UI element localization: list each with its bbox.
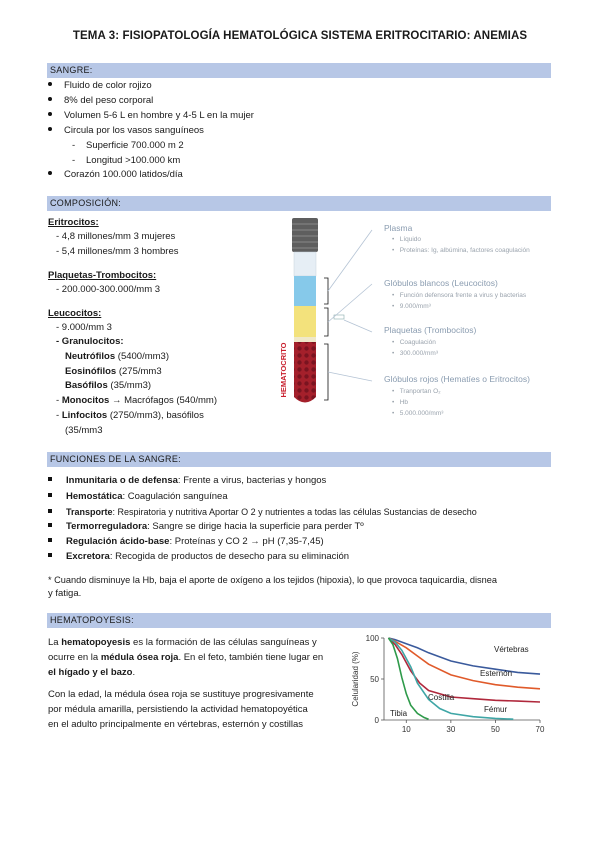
plasma-title: Plasma	[384, 223, 413, 233]
list-item: 8% del peso corporal	[48, 94, 153, 108]
legend-item: • 5.000.000/mm³	[392, 410, 444, 417]
section-header-composicion: COMPOSICIÓN:	[47, 196, 551, 211]
leucocitos-value: - 9.000/mm 3	[56, 322, 112, 333]
bullet-icon	[48, 112, 52, 116]
y-tick-label: 100	[365, 634, 379, 643]
paragraph-line: en el adulto principalmente en vértebras, esternón y costillas	[48, 719, 304, 730]
plaquetas-layer	[294, 337, 316, 342]
list-sub-item: - Superficie 700.000 m 2	[72, 140, 184, 151]
granulocitos-label: - Granulocitos:	[56, 336, 124, 347]
series-label: Fémur	[484, 705, 508, 714]
eritrocitos-layer	[294, 342, 316, 403]
paragraph-line: La hematopoyesis es la formación de las células sanguíneas y	[48, 637, 317, 648]
bullet-icon	[48, 477, 52, 481]
series-label: Tibia	[390, 709, 408, 718]
hematocrit-label: HEMATOCRITO	[279, 342, 288, 398]
legend-item: • Función defensora frente a virus y bacterias	[392, 292, 527, 299]
leucocitos-title-legend: Glóbulos blancos (Leucocitos)	[384, 278, 498, 288]
bullet-icon	[48, 127, 52, 131]
series-label: Vértebras	[494, 645, 529, 654]
bullet-icon	[48, 523, 52, 527]
plaquetas-title: Plaquetas-Trombocitos:	[48, 270, 157, 281]
funcion-item: Hemostática: Coagulación sanguínea	[48, 490, 228, 504]
y-tick-label: 50	[370, 675, 379, 684]
celularidad-chart	[348, 630, 548, 740]
paragraph-line: ocurre en la médula ósea roja. En el feto, también tiene lugar en	[48, 652, 324, 663]
bullet-icon	[48, 97, 52, 101]
series-label: Costilla	[428, 693, 455, 702]
eritrocitos-value: - 5,4 millones/mm 3 hombres	[56, 246, 179, 257]
eritrocitos-title: Eritrocitos:	[48, 217, 99, 228]
funcion-item: Inmunitaria o de defensa: Frente a virus, bacterias y hongos	[48, 474, 326, 488]
x-tick-label: 50	[490, 725, 500, 734]
list-item: Corazón 100.000 latidos/día	[48, 168, 183, 182]
section-header-funciones: FUNCIONES DE LA SANGRE:	[47, 452, 551, 467]
bullet-icon	[48, 82, 52, 86]
legend-item: • Líquido	[392, 236, 422, 243]
funcion-item: Excretora: Recogida de productos de desecho para su eliminación	[48, 550, 349, 564]
plasma-layer	[294, 276, 316, 306]
linfocitos-line: - Linfocitos (2750/mm3), basófilos	[56, 410, 204, 421]
legend-item: • Tranportan O₂	[392, 388, 441, 395]
basofilos-line: Basófilos (35/mm3)	[65, 380, 152, 391]
section-header-hematopoyesis: HEMATOPOYESIS:	[47, 613, 551, 628]
paragraph-line: el hígado y el bazo.	[48, 667, 136, 678]
note-text: y fatiga.	[48, 588, 82, 599]
page-title: TEMA 3: FISIOPATOLOGÍA HEMATOLÓGICA SISTEMA ERITROCITARIO: ANEMIAS	[72, 30, 528, 42]
x-tick-label: 30	[446, 725, 456, 734]
note-text: * Cuando disminuye la Hb, baja el aporte de oxígeno a los tejidos (hipoxia), lo que provoca taquicardia, disnea	[48, 575, 497, 585]
y-axis-label: Celularidad (%)	[351, 651, 360, 707]
paragraph-line: Con la edad, la médula ósea roja se sustituye progresivamente	[48, 689, 314, 700]
monocitos-line: - Monocitos → Macrófagos (540/mm)	[56, 395, 218, 406]
x-tick-label: 10	[401, 725, 411, 734]
tube-cap	[292, 218, 318, 252]
funcion-item: Termorreguladora: Sangre se dirige hacia la superficie para perder Tº	[48, 520, 364, 534]
funcion-item: Regulación ácido-base: Proteínas y CO 2 → pH (7,35-7,45)	[48, 535, 324, 549]
legend-item: • Coagulación	[392, 339, 436, 346]
bullet-icon	[48, 171, 52, 175]
eritrocitos-value: - 4,8 millones/mm 3 mujeres	[56, 231, 176, 242]
bullet-icon	[48, 553, 52, 557]
x-tick-label: 70	[535, 725, 545, 734]
legend-item: • 300.000/mm³	[392, 350, 438, 357]
y-tick-label: 0	[374, 716, 379, 725]
plaquetas-title-legend: Plaquetas (Trombocitos)	[384, 325, 477, 335]
plaquetas-value: - 200.000-300.000/mm 3	[56, 284, 161, 295]
legend-item: • Proteínas: Ig, albúmina, factores coagulación	[392, 247, 530, 254]
legend-item: • 9.000/mm³	[392, 303, 431, 310]
list-item: Circula por los vasos sanguíneos	[48, 124, 204, 138]
bullet-icon	[48, 538, 52, 542]
linfocitos-line-2: (35/mm3	[65, 425, 103, 436]
leucocitos-title: Leucocitos:	[48, 308, 102, 319]
eosinofilos-line: Eosinófilos (275/mm3	[65, 366, 162, 377]
legend-item: • Hb	[392, 399, 409, 406]
funcion-item: Transporte: Respiratoria y nutritiva Aportar O 2 y nutrientes a todas las células Sustancias de desecho	[48, 505, 477, 519]
section-header-sangre: SANGRE:	[47, 63, 551, 78]
list-item: Volumen 5-6 L en hombre y 4-5 L en la mujer	[48, 109, 254, 123]
leucocitos-layer	[294, 306, 316, 337]
bullet-icon	[48, 509, 52, 513]
paragraph-line: por médula amarilla, persistiendo la actividad hematopoyética	[48, 704, 308, 715]
neutrofilos-line: Neutrófilos (5400/mm3)	[65, 351, 169, 362]
bullet-icon	[48, 493, 52, 497]
list-sub-item: - Longitud >100.000 km	[72, 155, 181, 166]
series-label: Esternón	[480, 669, 513, 678]
eritrocitos-title-legend: Glóbulos rojos (Hematíes o Eritrocitos)	[384, 374, 530, 384]
list-item: Fluido de color rojizo	[48, 79, 152, 93]
